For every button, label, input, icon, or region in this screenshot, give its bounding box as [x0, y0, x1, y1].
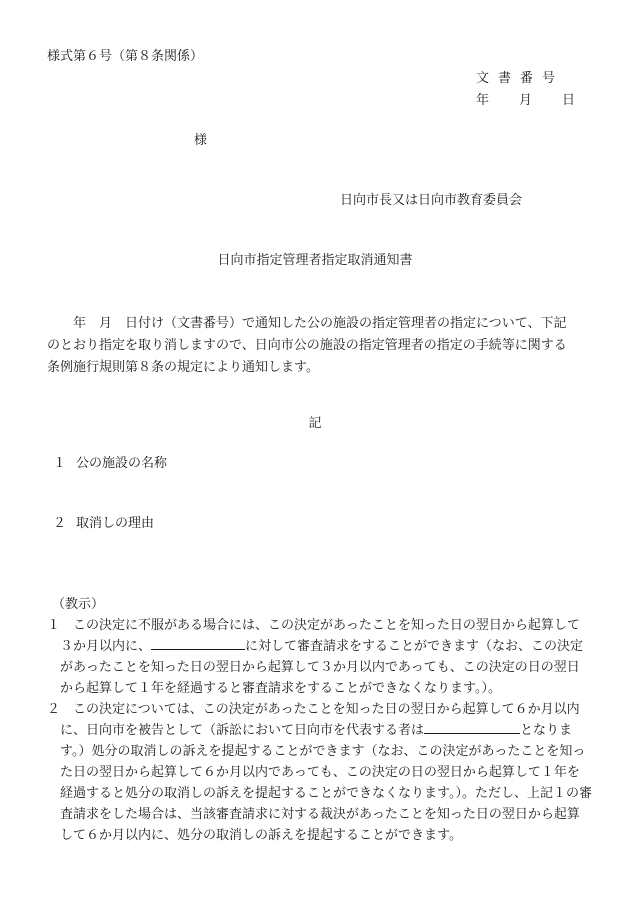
- kyoji-heading: （教示）: [52, 597, 105, 612]
- note-number: １: [47, 618, 61, 633]
- note-text: この決定については、この決定があったことを知った日の翌日から起算して６か月以内に、日向市を被告として（訴訟において日向市を代表する者は: [60, 702, 580, 738]
- item-number: ２: [53, 516, 67, 531]
- kyoji-notes: [47, 615, 592, 846]
- date-month: 月: [519, 93, 533, 108]
- date-year: 年: [476, 93, 490, 108]
- item-number: １: [53, 456, 67, 471]
- item-label: 公の施設の名称: [76, 456, 168, 471]
- item-facility-name: [53, 455, 167, 473]
- date-line: [476, 92, 575, 110]
- blank-line: [151, 636, 245, 650]
- body-line: のとおり指定を取り消しますので、日向市公の施設の指定管理者の指定の手続等に関する: [47, 338, 567, 353]
- blank-line: [424, 720, 520, 734]
- body-line: 年 月 日付け（文書番号）で通知した公の施設の指定管理者の指定について、下記: [47, 316, 567, 331]
- note-text: となります。）処分の取消しの訴えを提起することができます（なお、この決定があったことを知った日の翌日から起算して６か月以内であっても、この決定の日の翌日から起算して１年を経過すると処分の取消しの訴えを提起することができなくなります。）。ただし、上記１の審査請求をした場合は、当該審査請求に対する裁決があったことを知った日の翌日から起算して６か月以内に、処分の取消しの訴えを提起することができます。: [60, 723, 592, 843]
- note-text: この決定に不服がある場合には、この決定があったことを知った日の翌日から起算して３か月以内に、: [60, 618, 580, 654]
- ki-heading: 記: [308, 416, 322, 431]
- item-label: 取消しの理由: [76, 516, 155, 531]
- date-day: 日: [562, 93, 576, 108]
- document-number: 文書番号: [476, 71, 565, 86]
- form-number: 様式第６号（第８条関係）: [47, 49, 204, 64]
- item-cancellation-reason: [53, 515, 154, 533]
- body-paragraph: [47, 313, 587, 379]
- note-text: に対して審査請求をすることができます（なお、この決定があったことを知った日の翌日から起算して３か月以内であっても、この決定の日の翌日から起算して１年を経過すると審査請求をすることができなくなります。）。: [60, 639, 584, 696]
- document-title: 日向市指定管理者指定取消通知書: [217, 253, 413, 268]
- body-line: 条例施行規則第８条の規定により通知します。: [47, 360, 319, 375]
- addressee-honorific: 様: [194, 133, 208, 148]
- sender-name: 日向市長又は日向市教育委員会: [340, 193, 523, 208]
- kyoji-note: [47, 699, 592, 846]
- note-number: ２: [47, 702, 61, 717]
- kyoji-note: [47, 615, 592, 699]
